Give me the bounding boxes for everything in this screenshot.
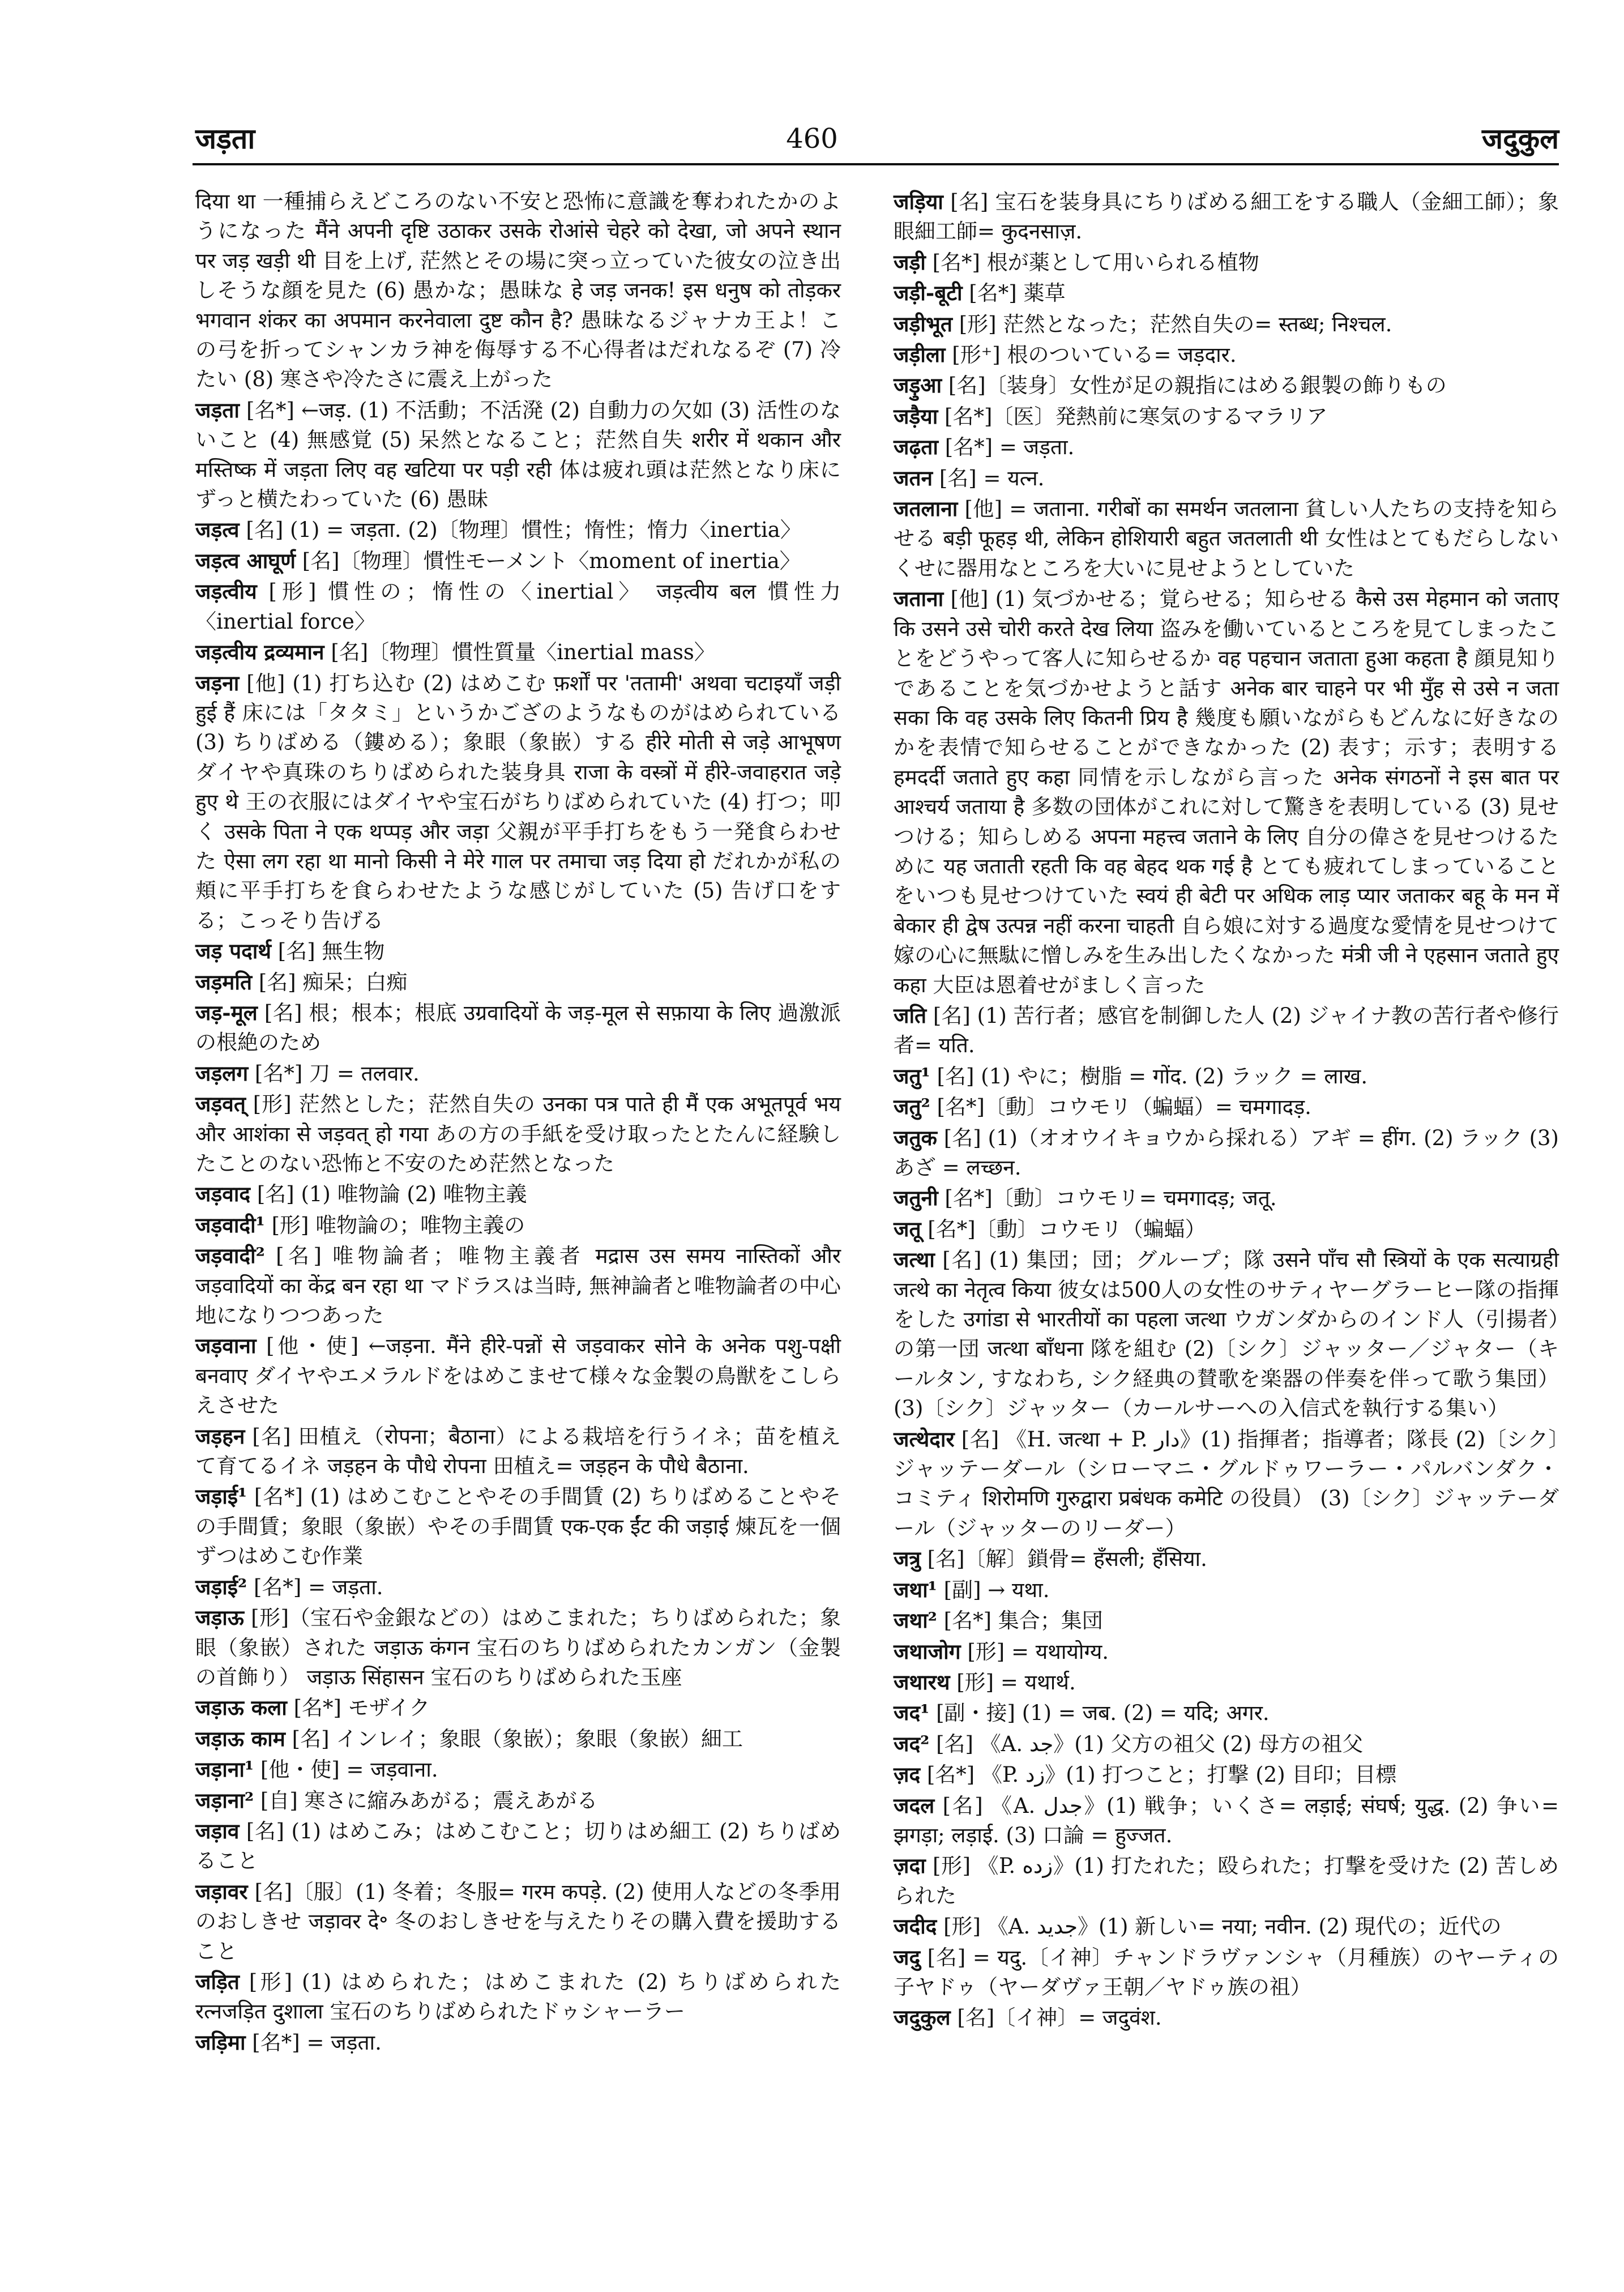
entry-headword: जदु	[894, 1944, 921, 1970]
dictionary-entry	[195, 936, 841, 966]
entry-definition: [名] (1) はめこみ；はめこむこと；切りはめ細工 (2) ちりばめること	[195, 1819, 841, 1873]
entry-headword: जड़ाई¹	[195, 1484, 247, 1509]
running-head-right: जदुकुल	[1482, 122, 1559, 155]
dictionary-entry	[894, 1606, 1559, 1636]
entry-headword: जड़ पदार्थ	[195, 938, 272, 964]
entry-definition: [名] (1)（オオウイキョウから採れる）アギ = हींग. (2) ラック (3) あざ = लच्छन.	[894, 1125, 1559, 1180]
entry-headword: जथारथ	[894, 1669, 950, 1695]
entry-definition: [形] 《P. زده》(1) 打たれた；殴られた；打撃を受けた (2) 苦しめられた	[894, 1854, 1559, 1908]
entry-definition: [名*] 刀 = तलवार.	[248, 1061, 420, 1086]
dictionary-entry	[894, 187, 1559, 247]
entry-definition: [名*] = जड़ता.	[938, 435, 1075, 460]
entry-headword: जड़ाना²	[195, 1787, 254, 1813]
entry-definition: [名*] 根が薬として用いられる植物	[925, 250, 1259, 275]
page-number: 460	[786, 123, 838, 155]
entry-definition: [名] 《H. जत्था + P. دار》(1) 指揮者；指導者；隊長 (2)〔シク〕ジャッテーダール（シローマニ・グルドゥワーラー・パルバンダク・コミティ शिरोमणि गुरुद्वारा प्रबंधक कमेटि の役員） (3)〔シク〕ジャッテーダール（ジャッターのリーダー）	[894, 1427, 1559, 1540]
dictionary-entry	[894, 1698, 1559, 1728]
dictionary-entry	[195, 967, 841, 997]
entry-definition: [名*]〔医〕発熱前に寒気のするマラリア	[938, 404, 1328, 429]
entry-definition: [形] 茫然とした；茫然自失の उनका पत्र पाते ही मैं एक अभूतपूर्व भय और आशंका से जड़वत् हो गया あの方の手紙を受け取ったとたんに経験したことのない恐怖と不安のため茫然となった	[195, 1092, 841, 1176]
entry-headword: जड़ाना¹	[195, 1757, 254, 1782]
entry-definition: [名] 《A. جد》(1) 父方の祖父 (2) 母方の祖父	[929, 1731, 1364, 1756]
dictionary-entry	[195, 1179, 841, 1209]
entry-definition: [名] (1) やに；樹脂 = गोंद. (2) ラック = लाख.	[930, 1064, 1368, 1089]
entry-definition: [他・使] = जड़वाना.	[254, 1757, 438, 1782]
entry-definition: [他] (1) 気づかせる；覚らせる；知らせる कैसे उस मेहमान को जताए कि उसने उसे चोरी करते देख लिया 盗みを働いているところを見てしまったことをどうやって客人に知らせるか वह पहचान जताता हुआ कहता है 顔見知りであることを気づかせようと話す अनेक बार चाहने पर भी मुँह से उसे न जता सका कि वह उसके लिए कितनी प्रिय है 幾度も願いながらもどんなに好きなのかを表情で知らせることができなかった (2) 表す；示す；表明する हमदर्दी जताते हुए कहा 同情を示しながら言った अनेक संगठनों ने इस बात पर आश्चर्य जताया है 多数の団体がこれに対して驚きを表明している (3) 見せつける；知らしめる अपना महत्त्व जताने के लिए 自分の偉さを見せつけるために यह जताती रहती कि वह बेहद थक गई है とても疲れてしまっていることをいつも見せつけていた स्वयं ही बेटी पर अधिक लाड़ प्यार जताकर बहू के मन में बेकार ही द्वेष उत्पन्न नहीं करना चाहती 自ら娘に対する過度な愛情を見せつけて嫁の心に無駄に憎しみを生み出したくなかった मंत्री जी ने एहसान जताते हुए कहा 大臣は恩着せがましく言った	[894, 587, 1559, 997]
dictionary-entry	[195, 1241, 841, 1330]
dictionary-entry	[894, 402, 1559, 432]
entry-definition: [名]〔解〕鎖骨= हँसली; हँसिया.	[920, 1547, 1207, 1572]
entry-definition: [名*]〔動〕コウモリ（蝙蝠）= चमगादड़.	[930, 1095, 1311, 1120]
dictionary-entry	[894, 1544, 1559, 1574]
entry-headword: जतु¹	[894, 1063, 930, 1089]
entry-headword: जथा¹	[894, 1577, 937, 1602]
entry-headword: जद¹	[894, 1700, 930, 1726]
entry-definition: [名] = यदु.〔イ神〕チャンドラヴァンシャ（月種族）のヤーティの子ヤドゥ（ヤーダヴァ王朝／ヤドゥ族の祖）	[894, 1945, 1559, 1999]
dictionary-entry	[894, 1123, 1559, 1183]
entry-headword: जड़हन	[195, 1423, 245, 1449]
dictionary-entry	[195, 546, 841, 576]
entry-definition: [名] (1) = जड़ता. (2)〔物理〕慣性；惰性；惰力〈inertia〉	[239, 518, 801, 543]
entry-headword: जथा²	[894, 1608, 937, 1633]
entry-definition: [名] = यत्न.	[933, 466, 1045, 490]
entry-headword: जड़ीला	[894, 342, 946, 368]
entry-headword: जड़ित	[195, 1969, 240, 1994]
entry-headword: जत्थेदार	[894, 1426, 955, 1452]
entry-headword: जड़ाई²	[195, 1574, 247, 1599]
dictionary-entry	[894, 1911, 1559, 1941]
entry-headword: जड़ी-बूटी	[894, 280, 963, 306]
entry-headword: जतलाना	[894, 496, 958, 522]
entry-definition: [名*] (1) はめこむことやその手間賃 (2) ちりばめることやその手間賃；象眼（象嵌）やその手間賃 एक-एक ईंट की जड़ाई 煉瓦を一個ずつはめこむ作業	[195, 1484, 841, 1569]
entry-definition: [他] = जताना. गरीबों का समर्थन जतलाना 貧しい人たちの支持を知らせる बड़ी फूहड़ थी, लेकिन होशियारी बहुत जतलाती थी 女性はとてもだらしないくせに器用なところを大いに見せようとしていた	[894, 497, 1559, 581]
dictionary-entry	[894, 1092, 1559, 1122]
dictionary-entry	[195, 1877, 841, 1966]
dictionary-entry	[195, 998, 841, 1058]
dictionary-entry	[195, 1603, 841, 1692]
dictionary-entry	[894, 1183, 1559, 1213]
entry-definition: [名] インレイ；象眼（象嵌）；象眼（象嵌）細工	[285, 1726, 743, 1751]
dictionary-entry	[195, 1755, 841, 1785]
dictionary-entry	[894, 247, 1559, 278]
entry-headword: जद²	[894, 1731, 930, 1756]
entry-headword: जदुकुल	[894, 2005, 951, 2030]
dictionary-entry	[195, 1089, 841, 1179]
entry-headword: जड़ता	[195, 397, 240, 422]
dictionary-entry	[195, 187, 841, 395]
entry-headword: जतुक	[894, 1125, 937, 1150]
dictionary-entry	[894, 1729, 1559, 1759]
entry-definition: [名*] 《P. زد》(1) 打つこと；打撃 (2) 目印；目標	[920, 1762, 1397, 1787]
entry-definition: [形] = यथार्थ.	[950, 1670, 1076, 1695]
entry-headword: जदल	[894, 1792, 935, 1818]
dictionary-entry	[195, 2028, 841, 2058]
entry-definition: [名]〔物理〕慣性質量〈inertial mass〉	[324, 640, 715, 665]
entry-definition: [他] (1) 打ち込む (2) はめこむ फ़र्शों पर 'ततामी' अथवा चटाइयाँ जड़ी हुई हैं 床には「タタミ」というかござのようなものがはめられている (3) ちりばめる（鏤める）；象眼（象嵌）する हीरे मोती से जड़े आभूषण ダイヤや真珠のちりばめられた装身具 राजा के वस्त्रों में हीरे-जवाहरात जड़े हुए थे 王の衣服にはダイヤや宝石がちりばめられていた (4) 打つ；叩く उसके पिता ने एक थप्पड़ और जड़ा 父親が平手打ちをもう一発食らわせた ऐसा लग रहा था मानो किसी ने मेरे गाल पर तमाचा जड़ दिया हो だれかが私の頬に平手打ちを食らわせたような感じがしていた (5) 告げ口をする；こっそり告げる	[195, 671, 841, 933]
dictionary-entry	[195, 577, 841, 637]
dictionary-entry	[894, 463, 1559, 493]
entry-definition: [他・使] ←जड़ना. मैंने हीरे-पन्नों से जड़वाकर सोने के अनेक पशु-पक्षी बनवाए ダイヤやエメラルドをはめこませて様々な金製の鳥獣をこしらえさせた	[195, 1334, 841, 1418]
dictionary-entry	[894, 1667, 1559, 1697]
entry-definition: [名]〔イ神〕= जदुवंश.	[950, 2005, 1162, 2030]
entry-definition: [名*] モザイク	[287, 1696, 430, 1721]
entry-headword: जड़ुआ	[894, 373, 942, 398]
entry-definition: [名] 宝石を装身具にちりばめる細工をする職人（金細工師）；象眼細工師= कुदनसाज़.	[894, 190, 1559, 244]
entry-headword: जड़त्व	[195, 517, 240, 543]
entry-headword: जतू	[894, 1216, 921, 1241]
dictionary-entry	[894, 1851, 1559, 1911]
running-head-left: जड़ता	[195, 122, 255, 155]
dictionary-entry	[195, 1816, 841, 1876]
dictionary-entry	[195, 1058, 841, 1089]
entry-definition: [名] (1) 集団；団；グループ；隊 उसने पाँच सौ स्त्रियों के एक सत्याग्रही जत्थे का नेतृत्व किया 彼女は500人の女性のサティヤーグラーヒー隊の指揮をした उगांडा से भारतीयों का पहला जत्था ウガンダからのインド人（引揚者）の第一団 जत्था बाँधना 隊を組む (2)〔シク〕ジャッター／ジャター（キールタン, すなわち, シク経典の賛歌を楽器の伴奏を伴って歌う集団） (3)〔シク〕ジャッター（カールサーへの入信式を執行する集い）	[894, 1248, 1559, 1421]
dictionary-entry	[195, 637, 841, 667]
dictionary-entry	[894, 1637, 1559, 1667]
entry-definition: [名] 《A. جدل》(1) 戦争；いくさ= लड़ाई; संघर्ष; युद्ध. (2) 争い= झगड़ा; लड़ाई. (3) 口論 = हुज्जत.	[894, 1793, 1559, 1847]
dictionary-entry	[195, 1967, 841, 2027]
dictionary-entry	[195, 395, 841, 515]
entry-definition: [名*] = जड़ता.	[245, 2030, 382, 2055]
dictionary-entry	[894, 1943, 1559, 2003]
entry-definition: [名*] 集合；集団	[937, 1608, 1103, 1633]
dictionary-entry	[894, 1791, 1559, 1851]
entry-headword: जड़वादी²	[195, 1243, 265, 1269]
dictionary-entry	[894, 1245, 1559, 1423]
entry-headword: जड़िमा	[195, 2029, 246, 2055]
entry-headword: जताना	[894, 586, 944, 612]
entry-headword: जड़िया	[894, 189, 943, 214]
entry-definition: [形] = यथायोग्य.	[960, 1639, 1109, 1664]
entry-definition: [名] 痴呆；白痴	[252, 970, 408, 995]
dictionary-entry	[195, 1693, 841, 1723]
entry-headword: जड़ाव	[195, 1818, 240, 1843]
entry-headword: जढ़ता	[894, 434, 938, 460]
entry-definition: [形] (1) はめられた；はめこまれた (2) ちりばめられた रत्नजड़ित दुशाला 宝石のちりばめられたドゥシャーラー	[195, 1969, 841, 2024]
dictionary-entry	[894, 1575, 1559, 1605]
entry-definition: [名] (1) 唯物論 (2) 唯物主義	[250, 1182, 527, 1207]
entry-headword: ज़दा	[894, 1853, 926, 1879]
dictionary-entry	[894, 1061, 1559, 1091]
entry-headword: जड़-मूल	[195, 1000, 258, 1025]
dictionary-entry	[894, 1760, 1559, 1790]
entry-definition: [形⁺] 根のついている= जड़दार.	[945, 343, 1237, 368]
entry-definition: [名] 無生物	[271, 939, 385, 964]
dictionary-entry	[195, 1786, 841, 1816]
entry-definition: [名*] ←जड़. (1) 不活動；不活溌 (2) 自動力の欠如 (3) 活性のないこと (4) 無感覚 (5) 呆然となること；茫然自失 शरीर में थकान और मस्तिष्क में जड़ता लिए वह खटिया पर पड़ी रही 体は疲れ頭は茫然となり床にずっと横たわっていた (6) 愚昧	[195, 398, 841, 512]
entry-headword: जड़ाऊ कला	[195, 1695, 287, 1721]
entry-headword: जड़ावर	[195, 1879, 248, 1904]
dictionary-entry	[894, 340, 1559, 370]
entry-headword: जड़ी	[894, 249, 926, 275]
dictionary-entry	[894, 584, 1559, 1000]
entry-definition: [形] 慣性の；惰性の〈inertial〉 जड़त्वीय बल 慣性力〈inertial force〉	[195, 579, 841, 634]
left-column	[195, 187, 841, 2058]
entry-definition: [名*]〔動〕コウモリ= चमगादड़; जतू.	[938, 1186, 1277, 1211]
entry-definition: [名] 唯物論者；唯物主義者 मद्रास उस समय नास्तिकों और जड़वादियों का केंद्र बन रहा था マドラスは当時, 無神論者と唯物論者の中心地になりつつあった	[195, 1244, 841, 1328]
entry-headword: जतु²	[894, 1094, 930, 1120]
dictionary-entry	[195, 1724, 841, 1754]
dictionary-entry	[195, 668, 841, 936]
entry-definition: [形]（宝石や金銀などの）はめこまれた；ちりばめられた；象眼（象嵌）された जड़ाऊ कंगन 宝石のちりばめられたカンガン（金製の首飾り） जड़ाऊ सिंहासन 宝石のちりばめられた玉座	[195, 1606, 841, 1689]
entry-headword: जड़त्वीय	[195, 579, 257, 604]
entry-definition: [副・接] (1) = जब. (2) = यदि; अगर.	[929, 1701, 1270, 1726]
entry-headword: जथाजोग	[894, 1638, 961, 1664]
entry-definition: [名] 根；根本；根底 उग्रवादियों के जड़-मूल से सफ़ाया के लिए 過激派の根絶のため	[195, 1000, 841, 1055]
entry-definition: [副] → यथा.	[937, 1577, 1050, 1602]
entry-definition: [名] (1) 苦行者；感官を制御した人 (2) ジャイナ教の苦行者や修行者= यति.	[894, 1003, 1559, 1058]
entry-definition: [名]〔装身〕女性が足の親指にはめる銀製の飾りもの	[942, 373, 1447, 398]
entry-headword: जड़त्व आघूर्ण	[195, 548, 296, 573]
entry-headword: जड़वादी¹	[195, 1212, 265, 1237]
dictionary-entry	[195, 1331, 841, 1420]
entry-definition: [形] 唯物論の；唯物主義の	[264, 1213, 525, 1237]
entry-definition: [名]〔服〕(1) 冬着；冬服= गरम कपड़े. (2) 使用人などの冬季用のおしきせ जड़ावर दे॰ 冬のおしきせを与えたりその購入費を援助すること	[195, 1879, 841, 1964]
entry-headword: जदीद	[894, 1914, 937, 1939]
dictionary-entry	[894, 309, 1559, 339]
entry-definition: [自] 寒さに縮みあがる；震えあがる	[254, 1788, 598, 1813]
entry-headword: जत्रु	[894, 1546, 921, 1572]
entry-headword: जतन	[894, 465, 933, 490]
entry-headword: जड़वाद	[195, 1181, 251, 1207]
entry-headword: जड़ाऊ काम	[195, 1726, 285, 1751]
dictionary-entry	[195, 1482, 841, 1571]
entry-headword: जति	[894, 1002, 927, 1028]
dictionary-entry	[195, 1422, 841, 1482]
entry-definition: [名]〔物理〕慣性モーメント〈moment of inertia〉	[295, 548, 801, 573]
entry-definition: दिया था 一種捕らえどころのない不安と恐怖に意識を奪われたかのようになった मैंने अपनी दृष्टि उठाकर उसके रोआंसे चेहरे को देखा, जो अपने स्थान पर जड़ खड़ी थी 目を上げ, 茫然とその場に突っ立っていた彼女の泣き出しそうな顔を見た (6) 愚かな；愚昧な हे जड़ जनक! इस धनुष को तोड़कर भगवान शंकर का अपमान करनेवाला दुष्ट कौन है? 愚昧なるジャナカ王よ！この弓を折ってシャンカラ神を侮辱する不心得者はだれなるぞ (7) 冷たい (8) 寒さや冷たさに震え上がった	[195, 189, 841, 392]
entry-headword: जड़वाना	[195, 1333, 257, 1359]
entry-headword: जड़ाऊ	[195, 1605, 244, 1631]
dictionary-entry	[894, 1424, 1559, 1544]
dictionary-entry	[195, 515, 841, 545]
entry-definition: [形] 茫然となった；茫然自失の= स्तब्ध; निश्चल.	[952, 311, 1392, 336]
dictionary-entry	[894, 1214, 1559, 1244]
dictionary-entry	[894, 370, 1559, 400]
entry-headword: जड़लग	[195, 1060, 249, 1086]
entry-definition: [形] 《A. جديد》(1) 新しい= नया; नवीन. (2) 現代の；近代の	[937, 1914, 1502, 1939]
entry-headword: जड़ना	[195, 670, 240, 695]
entry-headword: ज़द	[894, 1762, 921, 1787]
entry-headword: जड़त्वीय द्रव्यमान	[195, 639, 324, 665]
entry-headword: जड़ीभूत	[894, 311, 952, 336]
entry-headword: जड़वत्	[195, 1091, 246, 1117]
entry-headword: जतुनी	[894, 1185, 938, 1211]
dictionary-entry	[894, 1001, 1559, 1061]
entry-definition: [名*]〔動〕コウモリ（蝙蝠）	[921, 1217, 1206, 1241]
right-column	[894, 187, 1559, 2033]
dictionary-entry	[195, 1572, 841, 1602]
dictionary-entry	[894, 278, 1559, 308]
dictionary-entry	[894, 494, 1559, 583]
entry-definition: [名] 田植え（रोपना；बैठाना）による栽培を行うイネ；苗を植えて育てるイネ जड़हन के पौधे रोपना 田植え= जड़हन के पौधे बैठाना.	[195, 1424, 841, 1479]
dictionary-entry	[894, 432, 1559, 462]
entry-definition: [名*] = जड़ता.	[247, 1574, 383, 1599]
entry-headword: जड़मति	[195, 969, 253, 995]
entry-definition: [名*] 薬草	[962, 281, 1066, 306]
entry-headword: जत्था	[894, 1247, 935, 1273]
entry-headword: जड़ैया	[894, 403, 938, 429]
dictionary-entry	[195, 1210, 841, 1240]
header-rule	[193, 163, 1559, 165]
dictionary-entry	[894, 2003, 1559, 2033]
